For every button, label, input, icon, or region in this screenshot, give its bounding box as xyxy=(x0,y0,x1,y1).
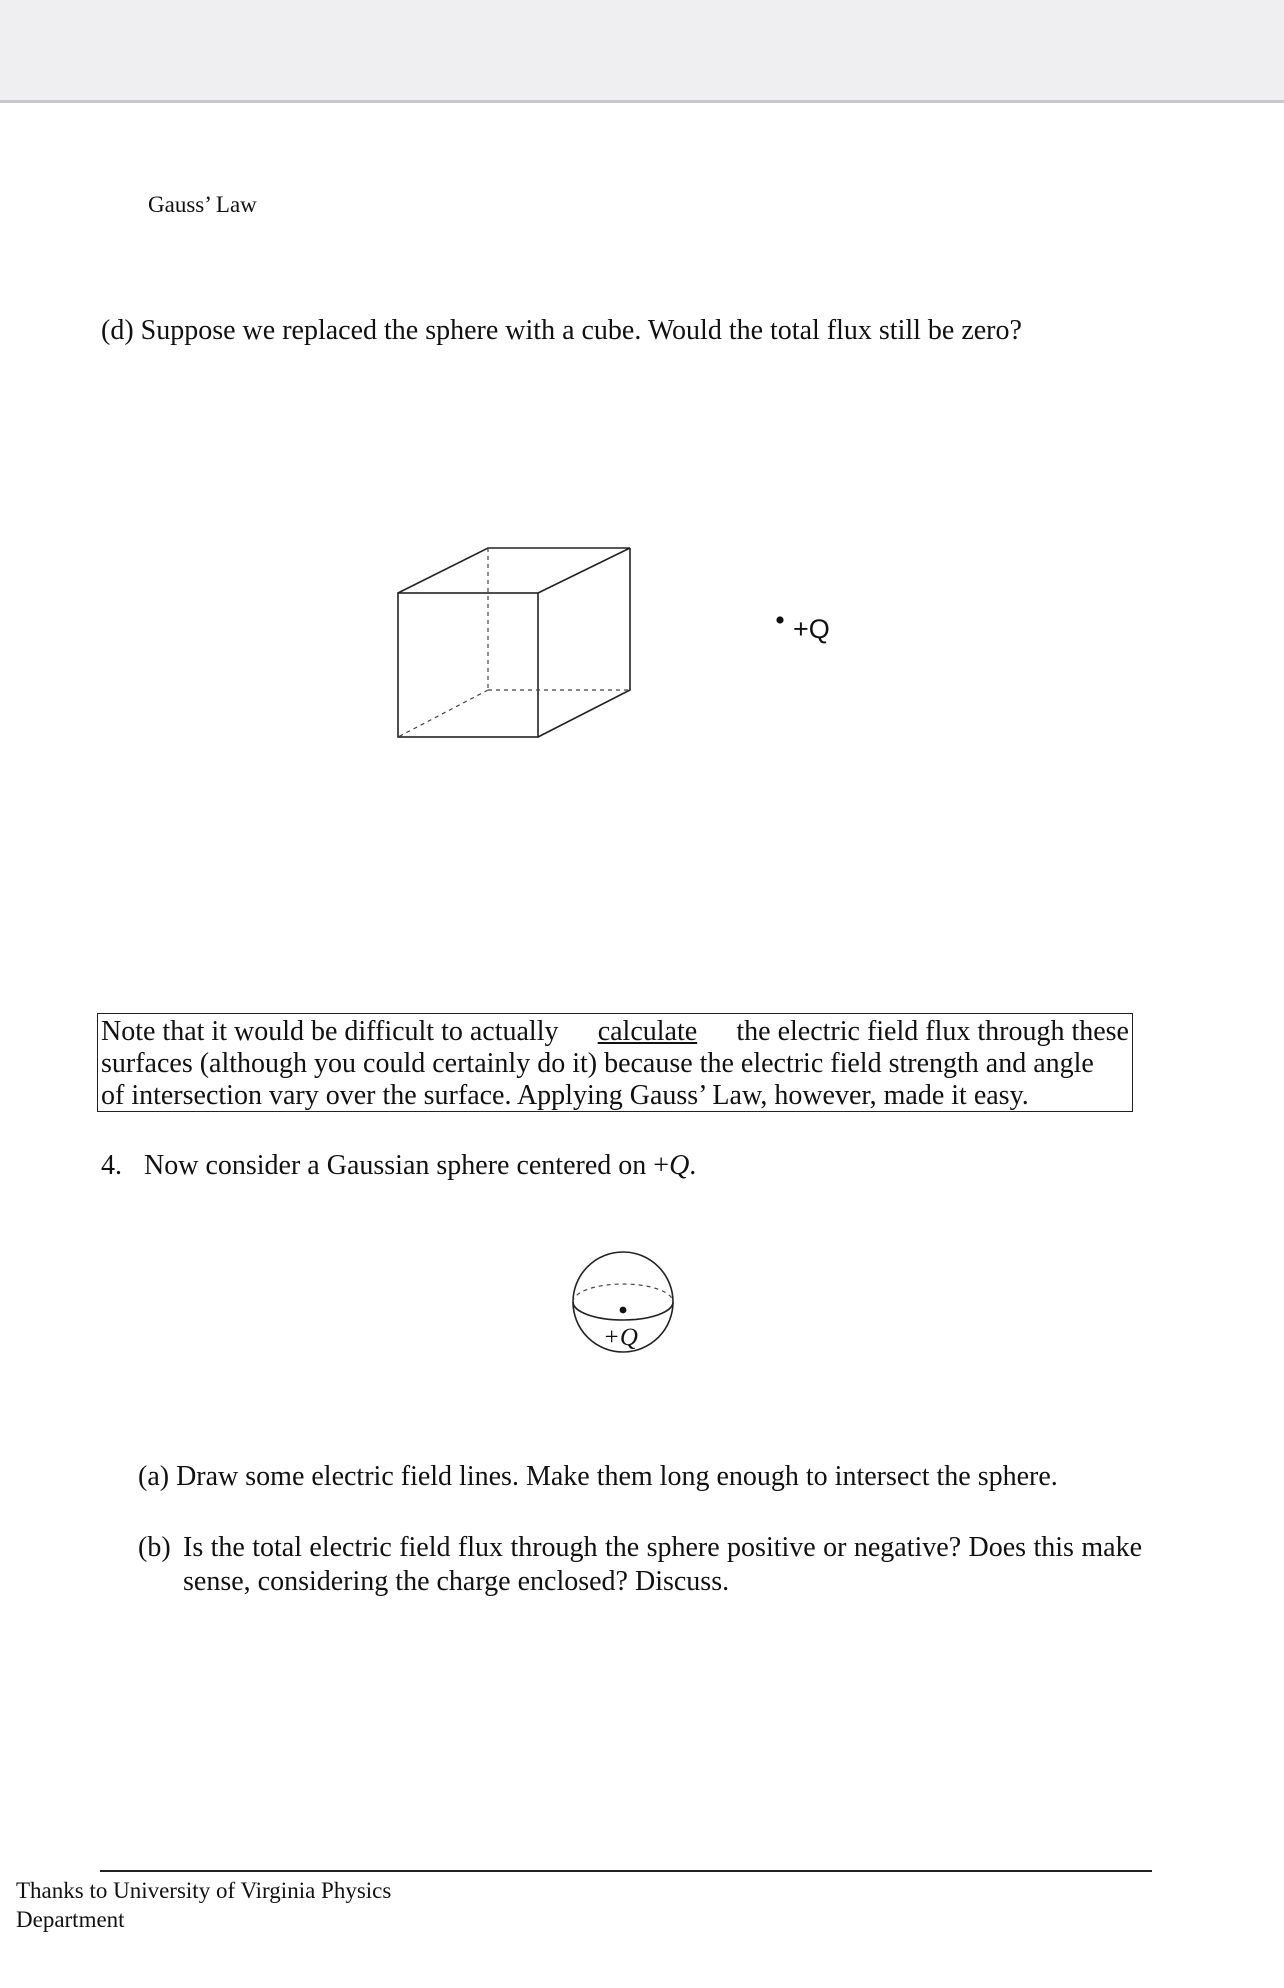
footer-credit: Thanks to University of Virginia Physics Department xyxy=(16,1878,392,1932)
note-line-1-start: Note that it would be difficult to actually xyxy=(101,1016,559,1047)
cube-top-face xyxy=(398,548,630,593)
item-4-period: . xyxy=(689,1150,697,1181)
note-line-2-text: surfaces (although you could certainly do it) because the electric field strength and angle xyxy=(101,1048,1094,1079)
sphere-charge-dot xyxy=(620,1307,627,1314)
cube-diagram xyxy=(380,530,860,750)
sub-question-b-label: (b) xyxy=(138,1532,171,1563)
footer-divider xyxy=(100,1870,1152,1872)
sphere-charge-label: +Q xyxy=(603,1324,638,1351)
item-4-number: 4. xyxy=(101,1150,122,1181)
cube-front-face xyxy=(398,593,538,737)
note-box xyxy=(97,1013,1133,1112)
sub-question-b-text: Is the total electric field flux through the sphere positive or negative? Does this make sense, considering the charge enclosed? Discuss. xyxy=(183,1532,1142,1597)
item-4-text: Now consider a Gaussian sphere centered on + xyxy=(144,1150,670,1181)
item-4-variable: Q xyxy=(669,1150,690,1181)
note-line-1 xyxy=(101,1016,1129,1048)
charge-label: +Q xyxy=(793,614,830,644)
note-line-2 xyxy=(101,1048,1129,1080)
viewer-top-bar xyxy=(0,0,1284,103)
page-header-title: Gauss’ Law xyxy=(148,192,257,217)
question-d: (d) Suppose we replaced the sphere with a cube. Would the total flux still be zero? xyxy=(101,315,1022,346)
cube-right-face xyxy=(538,548,630,737)
charge-dot xyxy=(776,616,783,623)
sphere-diagram xyxy=(560,1245,690,1365)
item-4 xyxy=(101,1150,696,1182)
note-line-3 xyxy=(101,1080,1129,1112)
cube-hidden-diagonal-edge xyxy=(398,690,488,737)
note-underlined-word: calculate xyxy=(597,1016,698,1047)
sub-question-a: (a) Draw some electric field lines. Make them long enough to intersect the sphere. xyxy=(138,1461,1058,1492)
note-line-3-text: of intersection vary over the surface. Applying Gauss’ Law, however, made it easy. xyxy=(101,1080,1029,1111)
note-line-1-end: the electric field flux through these xyxy=(736,1016,1129,1047)
sub-question-b xyxy=(138,1531,1142,1599)
sphere-equator-back xyxy=(573,1284,673,1302)
